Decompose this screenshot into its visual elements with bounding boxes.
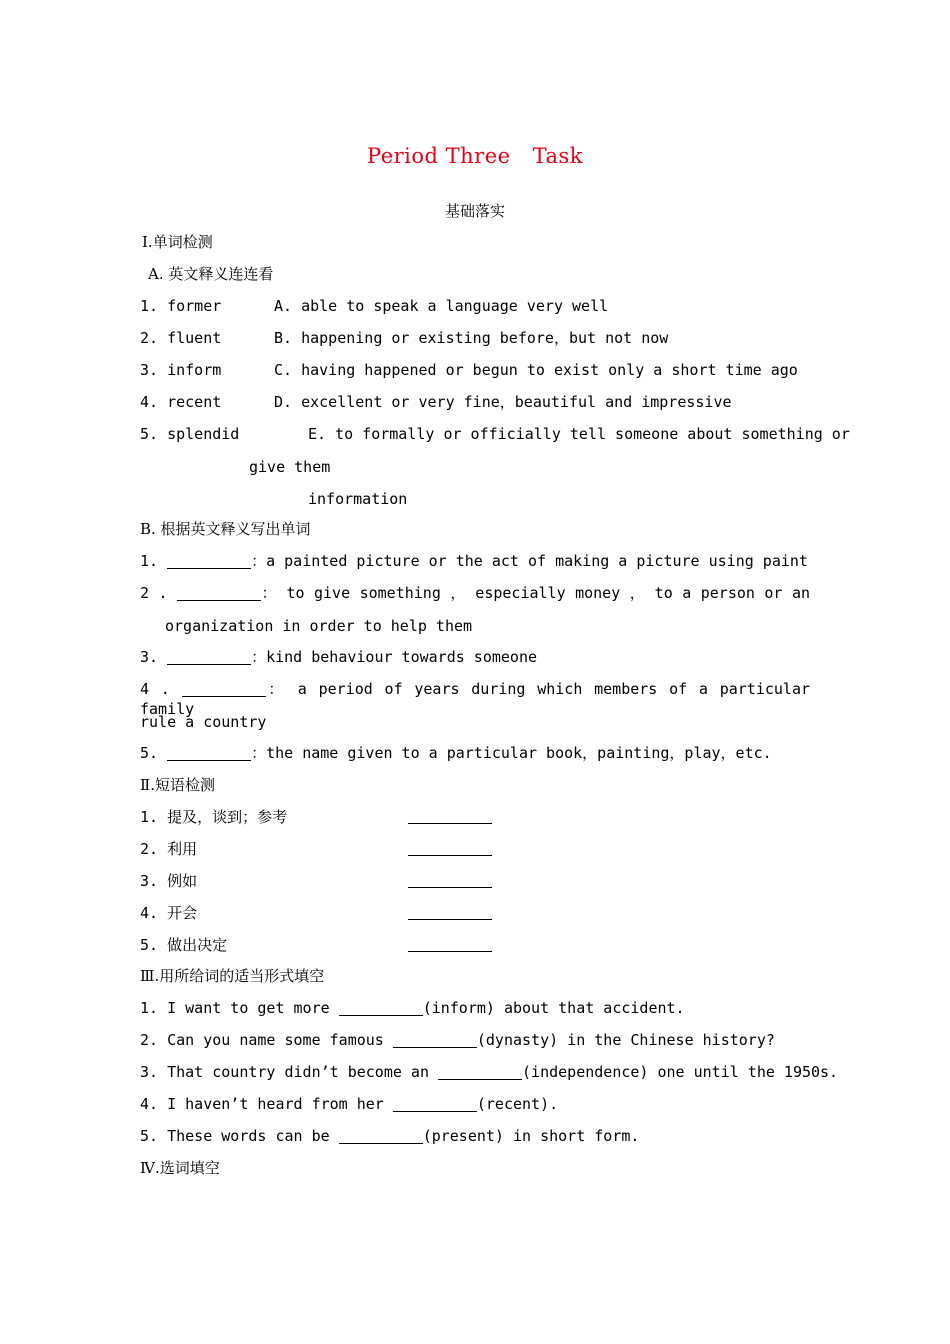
item-number: 4 . [140, 680, 170, 698]
definition-item: C. having happened or begun to exist only a short time ago [274, 361, 798, 379]
answer-blank[interactable] [177, 586, 261, 601]
item-number: 2 . [140, 584, 168, 602]
sentence-end: (independence) one until the 1950s. [522, 1063, 839, 1081]
fill-blank-item [140, 1094, 558, 1114]
sentence-start: 5. These words can be [140, 1127, 339, 1145]
definition-item: A. able to speak a language very well [274, 297, 609, 315]
answer-blank[interactable] [182, 682, 266, 697]
definition-text: ： a period of years during which members of a particular family [140, 680, 811, 718]
answer-blank[interactable] [438, 1065, 522, 1080]
sentence-start: 2. Can you name some famous [140, 1031, 393, 1049]
word-item: 4. recent [140, 393, 222, 411]
item-number: 1. [140, 552, 159, 570]
item-number: 3. [140, 648, 159, 666]
answer-blank[interactable] [408, 809, 492, 824]
answer-blank[interactable] [408, 841, 492, 856]
definition-row [140, 551, 808, 571]
section4-heading: Ⅳ.选词填空 [140, 1159, 220, 1177]
phrase-item: 5. 做出决定 [140, 936, 228, 954]
fill-blank-item [140, 1126, 639, 1146]
definition-row [140, 743, 772, 763]
word-item: 1. former [140, 297, 222, 315]
sentence-start: 3. That country didn’t become an [140, 1063, 439, 1081]
fill-blank-item [140, 998, 685, 1018]
definition-text: ：the name given to a particular book，painting，play，etc. [251, 744, 772, 762]
partA-heading: A. 英文释义连连看 [148, 265, 274, 283]
definition-row [140, 647, 537, 667]
phrase-item: 3. 例如 [140, 872, 198, 890]
partB-heading: B. 根据英文释义写出单词 [140, 520, 311, 538]
answer-blank[interactable] [167, 746, 251, 761]
answer-blank[interactable] [339, 1129, 423, 1144]
fill-blank-item [140, 1030, 775, 1050]
definition-continuation: rule a country [140, 713, 267, 731]
section3-heading: Ⅲ.用所给词的适当形式填空 [140, 967, 325, 985]
answer-blank[interactable] [167, 554, 251, 569]
word-item: 5. splendid [140, 425, 240, 443]
definition-item: E. to formally or officially tell someone about something or [308, 425, 850, 443]
phrase-item: 2. 利用 [140, 840, 198, 858]
phrase-item: 4. 开会 [140, 904, 198, 922]
page-subtitle: 基础落实 [444, 202, 505, 220]
definition-continuation: organization in order to help them [165, 617, 473, 635]
definition-item: B. happening or existing before，but not now [274, 329, 669, 347]
answer-blank[interactable] [408, 905, 492, 920]
title-part2: Task [532, 144, 583, 168]
sentence-end: (dynasty) in the Chinese history? [476, 1031, 775, 1049]
answer-blank[interactable] [167, 650, 251, 665]
answer-blank[interactable] [339, 1001, 423, 1016]
sentence-start: 4. I haven’t heard from her [140, 1095, 393, 1113]
sentence-start: 1. I want to get more [140, 999, 339, 1017]
phrase-item: 1. 提及，谈到；参考 [140, 808, 288, 826]
sentence-end: (inform) about that accident. [422, 999, 685, 1017]
definition-continuation: give them [249, 458, 331, 476]
word-item: 2. fluent [140, 329, 222, 347]
answer-blank[interactable] [408, 873, 492, 888]
definition-row [140, 583, 810, 603]
definition-item: D. excellent or very fine，beautiful and impressive [274, 393, 732, 411]
title-part1: Period Three [367, 144, 511, 168]
answer-blank[interactable] [393, 1033, 477, 1048]
definition-text: ：kind behaviour towards someone [251, 648, 538, 666]
item-number: 5. [140, 744, 159, 762]
word-item: 3. inform [140, 361, 222, 379]
fill-blank-item [140, 1062, 838, 1082]
sentence-end: (present) in short form. [422, 1127, 640, 1145]
definition-text: ： to give something ， especially money ， to a person or an [261, 584, 811, 602]
page-title [0, 144, 950, 168]
definition-text: ：a painted picture or the act of making a picture using paint [251, 552, 808, 570]
answer-blank[interactable] [408, 937, 492, 952]
sentence-end: (recent). [476, 1095, 559, 1113]
answer-blank[interactable] [393, 1097, 477, 1112]
section2-heading: Ⅱ.短语检测 [140, 776, 215, 794]
section1-heading: Ⅰ.单词检测 [142, 233, 213, 251]
definition-continuation: information [308, 490, 408, 508]
